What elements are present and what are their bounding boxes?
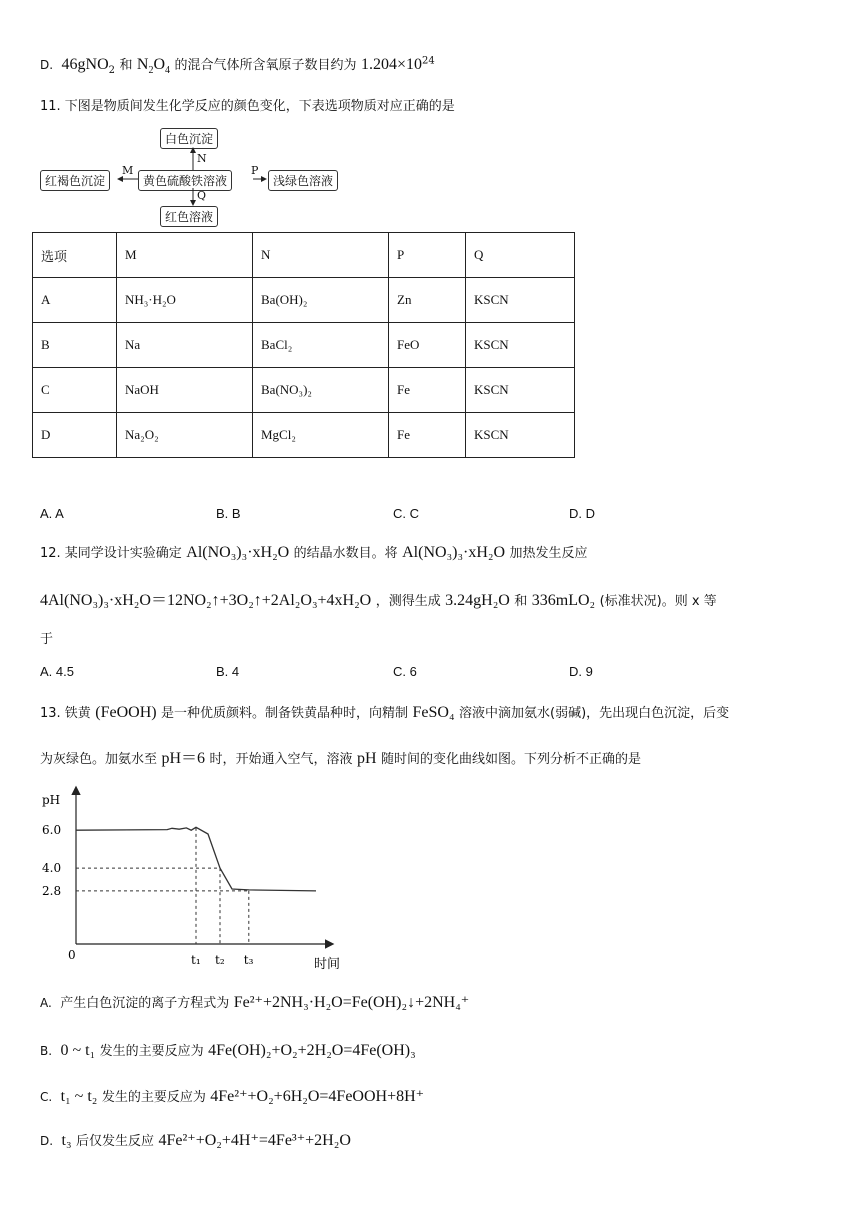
suffix-text: 的混合气体所含氧原子数目约为 [174, 58, 357, 73]
q13-option-d[interactable] [40, 1130, 820, 1150]
q11-stem: 11. 下图是物质间发生化学反应的颜色变化，下表选项物质对应正确的是 [40, 99, 455, 114]
box-top: 白色沉淀 [160, 128, 218, 149]
q12-text-b: ，测得生成 [375, 594, 441, 609]
q12-option-b[interactable]: B. 4 [216, 664, 240, 679]
mass-text: 46gNO [61, 56, 109, 73]
q13-text-c: 溶液中滴加氨水(弱碱)，先出现白色沉淀，后变 [459, 706, 730, 721]
option-text: 后仅发生反应 [76, 1134, 155, 1149]
q13-ph2: pH [356, 750, 377, 767]
q13-line1 [40, 702, 820, 722]
q12-option-d[interactable]: D. 9 [569, 664, 593, 679]
q12-value-1: 3.24gH₂O [445, 592, 510, 609]
q11-option-b[interactable]: B. B [216, 506, 241, 521]
label-n: N [197, 152, 207, 165]
q12-end: 加热发生反应 [509, 546, 588, 561]
table-cell: B [33, 323, 117, 368]
label-p: P [251, 164, 259, 177]
box-left: 红褐色沉淀 [40, 170, 110, 191]
y-axis-label: pH [42, 793, 61, 807]
exponent: 24 [422, 55, 435, 67]
ph-chart [36, 784, 346, 974]
option-label: A. [40, 996, 52, 1010]
table-cell: Na [117, 323, 253, 368]
q12-formula: Al(NO₃)₃·xH₂O [186, 544, 290, 561]
q12-text-c: 和 [514, 594, 528, 609]
option-equation: 4Fe²⁺+O₂+6H₂O=4FeOOH+8H⁺ [210, 1088, 425, 1105]
q13-text-d: 为灰绿色。加氨水至 [40, 752, 158, 767]
q13-feso4: FeSO₄ [412, 704, 455, 721]
option-label: D. [40, 1134, 54, 1148]
option-equation: 4Fe(OH)₂+O₂+2H₂O=4Fe(OH)₃ [208, 1042, 416, 1059]
q13-feooh: (FeOOH) [95, 704, 157, 721]
table-row [33, 323, 575, 368]
origin-label: 0 [68, 948, 76, 962]
q13-intro: 13. 铁黄 [40, 706, 91, 721]
option-range: t₃ [61, 1132, 72, 1149]
sub-2: 2 [108, 64, 115, 76]
q13-text-b: 是一种优质颜料。制备铁黄晶种时，向精制 [161, 706, 409, 721]
table-cell: C [33, 368, 117, 413]
q13-option-a[interactable] [40, 992, 820, 1012]
q13-text-f: 随时间的变化曲线如图。下列分析不正确的是 [380, 752, 641, 767]
option-range: 0 ~ t₁ [60, 1042, 96, 1059]
option-label: B. [40, 1044, 53, 1058]
option-label: C. [40, 1090, 53, 1104]
option-text: 产生白色沉淀的离子方程式为 [60, 996, 230, 1011]
table-cell: KSCN [466, 323, 575, 368]
table-row [33, 368, 575, 413]
table-header: Q [466, 233, 575, 278]
q12-option-a[interactable]: A. 4.5 [40, 664, 74, 679]
q12-equation: 4Al(NO₃)₃·xH₂O＝12NO₂↑+3O₂↑+2Al₂O₃+4xH₂O [40, 592, 372, 609]
table-header: P [389, 233, 466, 278]
table-cell: BaCl₂ [253, 323, 389, 368]
q12-value-2: 336mLO₂ [531, 592, 596, 609]
text-and: 和 [119, 58, 133, 73]
table-cell: Fe [389, 368, 466, 413]
option-text: 发生的主要反应为 [101, 1090, 206, 1105]
q13-option-b[interactable] [40, 1040, 820, 1060]
table-row [33, 278, 575, 323]
table-header: M [117, 233, 253, 278]
q12-formula-2: Al(NO₃)₃·xH₂O [402, 544, 506, 561]
y-tick-label: 2.8 [42, 883, 62, 898]
reaction-diagram [40, 126, 360, 230]
q13-text-e: 时，开始通入空气，溶液 [209, 752, 353, 767]
y-tick-label: 6.0 [42, 823, 62, 838]
table-row [33, 413, 575, 458]
q10-option-d [40, 54, 820, 76]
options-table [32, 232, 575, 458]
box-right: 浅绿色溶液 [268, 170, 338, 191]
option-range: t₁ ~ t₂ [60, 1088, 98, 1105]
x-axis-label: 时间 [314, 957, 341, 972]
n-letter: N [136, 56, 149, 73]
label-m: M [122, 164, 134, 177]
box-bottom: 红色溶液 [160, 206, 218, 227]
n2o4-text: $N_2O_4$ [136, 56, 171, 77]
q12-line1 [40, 542, 820, 562]
table-cell: D [33, 413, 117, 458]
q11-option-c[interactable]: C. C [393, 506, 419, 521]
q12-mid: 的结晶水数目。将 [293, 546, 398, 561]
table-cell: NaOH [117, 368, 253, 413]
option-label: D. [40, 58, 54, 72]
x-tick-label: t₃ [243, 953, 254, 967]
table-cell: Ba(NO₃)₂ [253, 368, 389, 413]
diagram-arrows [40, 126, 370, 230]
q13-line2 [40, 745, 820, 768]
table-cell: Fe [389, 413, 466, 458]
q12-text-d: (标准状况)。则 x 等 [599, 594, 717, 609]
y-tick-label: 4.0 [42, 861, 62, 876]
q12-line2 [40, 587, 820, 610]
box-center: 黄色硫酸铁溶液 [138, 170, 232, 191]
option-equation: Fe²⁺+2NH₃·H₂O=Fe(OH)₂↓+2NH₄⁺ [233, 994, 470, 1011]
table-header: N [253, 233, 389, 278]
table-cell: KSCN [466, 368, 575, 413]
table-cell: MgCl₂ [253, 413, 389, 458]
number-text: 1.204×10 [360, 56, 422, 73]
q13-ph: pH＝6 [161, 750, 206, 767]
table-cell: Zn [389, 278, 466, 323]
q11-option-d[interactable]: D. D [569, 506, 595, 521]
table-header-row [33, 233, 575, 278]
option-equation: 4Fe²⁺+O₂+4H⁺=4Fe³⁺+2H₂O [158, 1132, 351, 1149]
table-header: 选项 [33, 233, 117, 278]
label-q: Q [197, 189, 207, 202]
table-cell: KSCN [466, 413, 575, 458]
table-cell: Ba(OH)₂ [253, 278, 389, 323]
x-tick-label: t₂ [215, 953, 225, 967]
q12-option-c[interactable]: C. 6 [393, 664, 417, 679]
table-cell: Na₂O₂ [117, 413, 253, 458]
option-text: 发生的主要反应为 [99, 1044, 204, 1059]
table-cell: KSCN [466, 278, 575, 323]
table-cell: A [33, 278, 117, 323]
q13-option-c[interactable] [40, 1086, 820, 1106]
q12-intro: 12. 某同学设计实验确定 [40, 546, 182, 561]
x-tick-label: t₁ [191, 953, 201, 967]
table-cell: FeO [389, 323, 466, 368]
table-cell: NH₃·H₂O [117, 278, 253, 323]
q12-line3: 于 [40, 632, 54, 647]
q11-option-a[interactable]: A. A [40, 506, 64, 521]
